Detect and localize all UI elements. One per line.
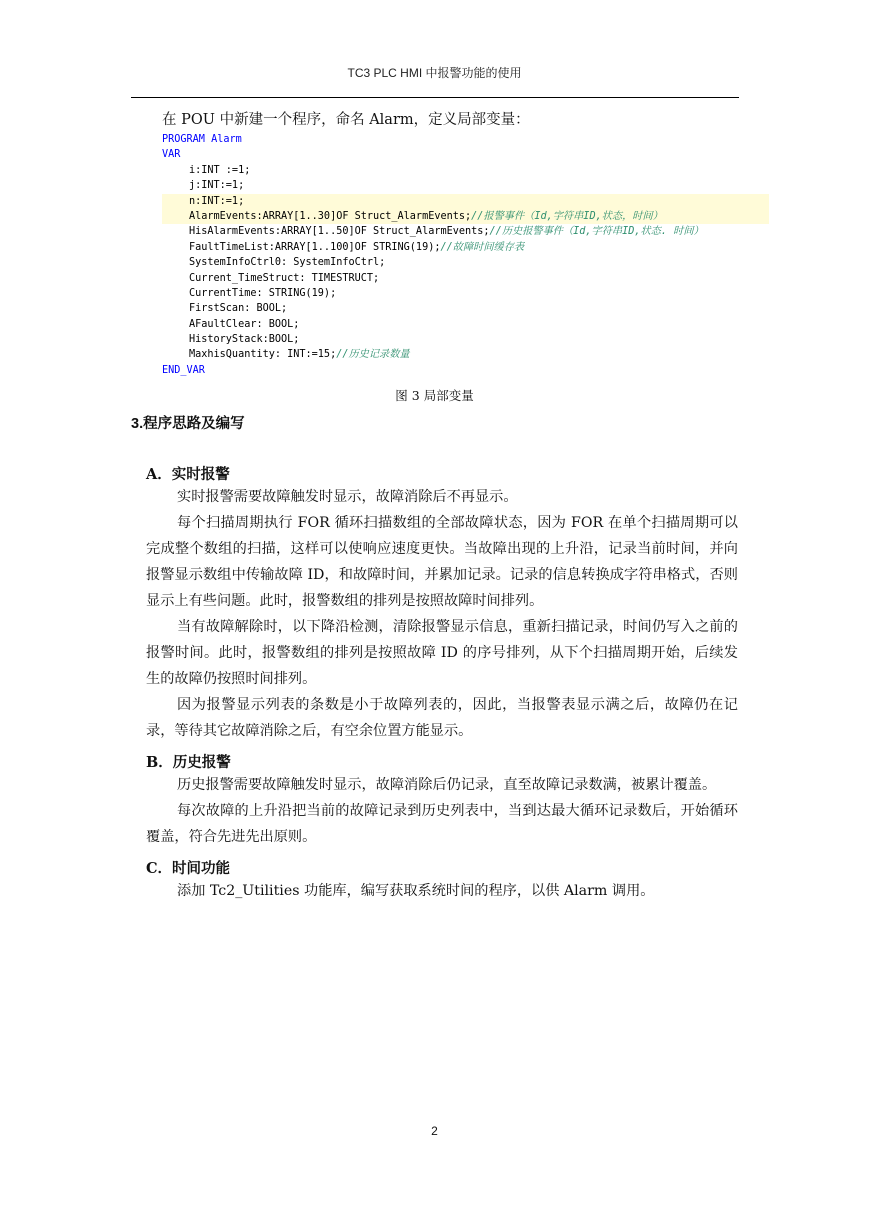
paragraph: 实时报警需要故障触发时显示，故障消除后不再显示。 — [177, 489, 518, 505]
code-block — [162, 132, 769, 378]
subheading-time-function: C．时间功能 — [146, 860, 231, 877]
paragraph: 每次故障的上升沿把当前的故障记录到历史列表中，当到达最大循环记录数后，开始循环覆盖，符合先进先出原则。 — [146, 803, 738, 845]
code-comment: //故障时间缓存表 — [440, 241, 525, 253]
code-program-line: PROGRAM Alarm — [162, 134, 242, 145]
code-comment: //历史记录数量 — [336, 349, 410, 361]
code-line-maxhis-quantity — [162, 347, 769, 362]
code-line-n: n:INT:=1; — [162, 194, 769, 209]
code-line-i: i:INT :=1; — [189, 164, 251, 176]
code-line-j: j:INT:=1; — [189, 180, 245, 192]
paragraph: 添加 Tc2_Utilities 功能库，编写获取系统时间的程序，以供 Alarm 调用。 — [177, 883, 655, 899]
code-decl: MaxhisQuantity: INT:=15; — [189, 349, 337, 361]
intro-text: 在 POU 中新建一个程序，命名 Alarm，定义局部变量： — [162, 112, 530, 128]
code-decl: HisAlarmEvents:ARRAY[1..50]OF Struct_AlarmEvents; — [189, 226, 490, 238]
code-decl: FaultTimeList:ARRAY[1..100]OF STRING(19); — [189, 241, 441, 253]
code-line-history-stack: HistoryStack:BOOL; — [189, 334, 300, 346]
code-comment: //报警事件（Id,字符串ID,状态，时间） — [471, 210, 663, 222]
code-line-fault-time-list — [162, 240, 769, 255]
figure-caption: 图 3 局部变量 — [395, 388, 474, 403]
code-line-current-time: CurrentTime: STRING(19); — [189, 287, 337, 299]
code-line-afault-clear: AFaultClear: BOOL; — [189, 318, 300, 330]
subheading-history-alarm: B．历史报警 — [146, 754, 231, 771]
page-number: 2 — [431, 1124, 438, 1138]
code-line-alarm-events — [162, 209, 769, 224]
section-heading: 3.程序思路及编写 — [131, 416, 245, 432]
code-line-first-scan: FirstScan: BOOL; — [189, 303, 288, 315]
code-line-his-alarm-events — [162, 224, 769, 239]
code-end-var-line: END_VAR — [162, 364, 205, 376]
code-decl: AlarmEvents:ARRAY[1..30]OF Struct_AlarmEvents; — [189, 210, 472, 222]
page-header-title: TC3 PLC HMI 中报警功能的使用 — [347, 66, 522, 80]
paragraph: 历史报警需要故障触发时显示，故障消除后仍记录，直至故障记录数满，被累计覆盖。 — [177, 777, 717, 793]
code-comment: //历史报警事件（Id,字符串ID,状态. 时间） — [489, 226, 704, 238]
paragraph: 因为报警显示列表的条数是小于故障列表的，因此，当报警表显示满之后，故障仍在记录，等待其它故障消除之后，有空余位置方能显示。 — [146, 697, 738, 739]
code-line-system-info: SystemInfoCtrl0: SystemInfoCtrl; — [189, 257, 386, 269]
code-var-line: VAR — [162, 149, 181, 161]
paragraph: 每个扫描周期执行 FOR 循环扫描数组的全部故障状态，因为 FOR 在单个扫描周期可以完成整个数组的扫描，这样可以使响应速度更快。当故障出现的上升沿，记录当前时间，并向报警显示数组中传输故障 ID，和故障时间，并累加记录。记录的信息转换成字符串格式，否则显示上有些问题。此时，报警数组的排列是按照故障时间排列。 — [146, 515, 738, 609]
paragraph: 当有故障解除时，以下降沿检测，清除报警显示信息，重新扫描记录，时间仍写入之前的报警时间。此时，报警数组的排列是按照故障 ID 的序号排列，从下个扫描周期开始，后续发生的故障仍按照时间排列。 — [146, 619, 738, 687]
code-line-current-timestruct: Current_TimeStruct: TIMESTRUCT; — [189, 272, 380, 284]
header-divider — [131, 97, 739, 98]
subheading-realtime-alarm: A．实时报警 — [146, 466, 230, 483]
